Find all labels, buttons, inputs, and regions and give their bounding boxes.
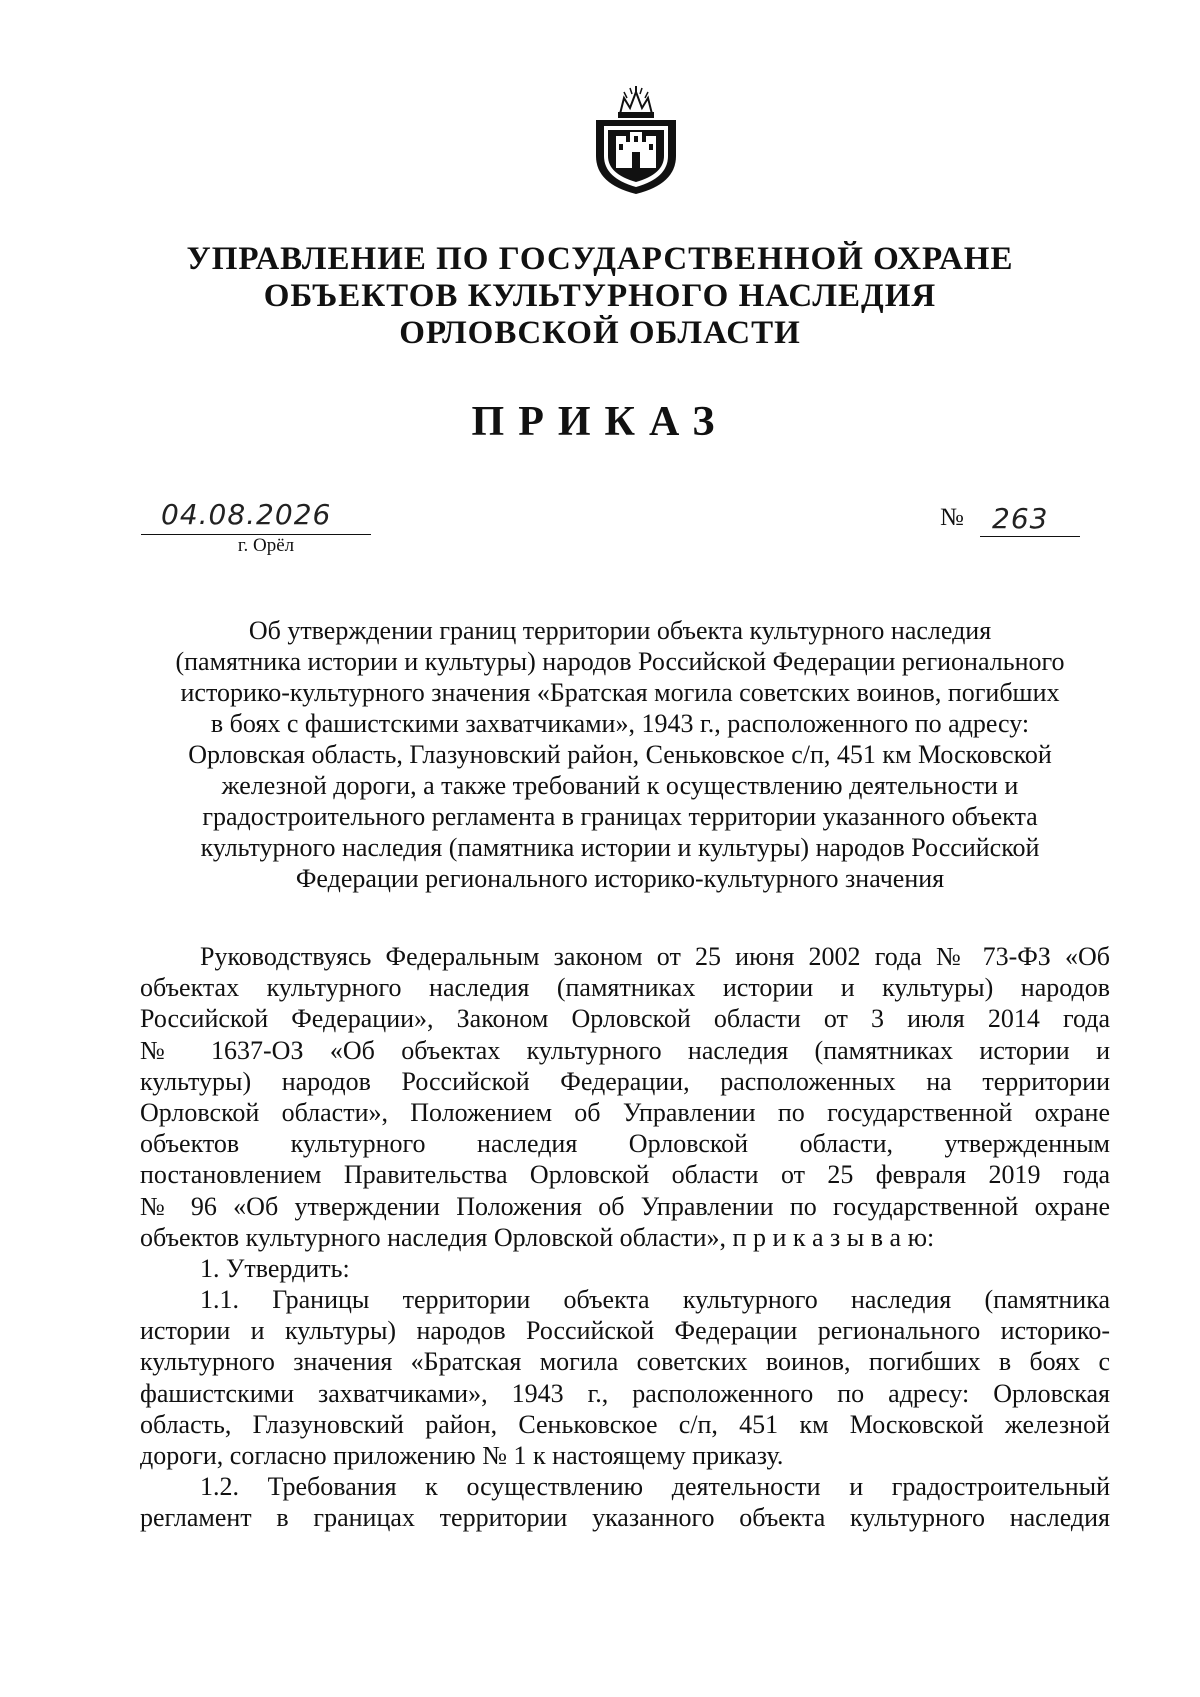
date-line [141,500,371,535]
org-line: УПРАВЛЕНИЕ ПО ГОСУДАРСТВЕННОЙ ОХРАНЕ [186,241,1014,277]
body-line: объектов культурного наследия Орловской области», п р и к а з ы в а ю: [140,1222,935,1252]
body-line: 1.1. Границы территории объекта культурного наследия (памятника [200,1285,1110,1315]
body-line: 1. Утвердить: [200,1253,350,1283]
title-line: культурного наследия (памятника истории и культуры) народов Российской [200,833,1040,862]
body-line: область, Глазуновский район, Сеньковское с/п, 451 км Московской железной [140,1409,1110,1439]
number-block [940,504,1080,540]
body-line: регламент в границах территории указанного объекта культурного наследия [140,1503,1110,1533]
title-line: в боях с фашистскими захватчиками», 1943 г., расположенного по адресу: [210,709,1030,738]
document-type: ПРИКАЗ [471,399,729,445]
title-line: (памятника истории и культуры) народов Российской Федерации регионального [175,647,1065,676]
org-line: ОРЛОВСКОЙ ОБЛАСТИ [399,315,801,351]
body-line: фашистскими захватчиками», 1943 г., расположенного по адресу: Орловская [140,1378,1110,1408]
date-block [141,500,371,557]
body-line: № 96 «Об утверждении Положения об Управлении по государственной охране [140,1191,1110,1221]
handwritten-date: 04.08.2026 [161,498,332,531]
title-line: железной дороги, а также требований к осуществлению деятельности и [221,771,1019,800]
number-line [980,536,1080,537]
org-line: ОБЪЕКТОВ КУЛЬТУРНОГО НАСЛЕДИЯ [263,278,937,314]
body-line: культуры) народов Российской Федерации, расположенных на территории [140,1066,1110,1096]
handwritten-number: 263 [992,502,1049,535]
city: г. Орёл [237,535,295,556]
organization-name [100,241,1100,352]
title-line: Орловская область, Глазуновский район, Сеньковское с/п, 451 км Московской [188,740,1052,769]
title-line: градостроительного регламента в границах территории указанного объекта [202,802,1038,831]
body-line: Орловской области», Положением об Управлении по государственной охране [140,1097,1110,1127]
body-line: истории и культуры) народов Российской Федерации регионального историко- [140,1316,1110,1346]
title-line: историко-культурного значения «Братская могила советских воинов, погибших [180,678,1060,707]
body-line: Российской Федерации», Законом Орловской области от 3 июля 2014 года [140,1004,1110,1034]
number-sign: № [940,504,964,531]
body-line: постановлением Правительства Орловской области от 25 февраля 2019 года [140,1160,1110,1190]
body-line: 1.2. Требования к осуществлению деятельности и градостроительный [200,1472,1110,1502]
title-line: Об утверждении границ территории объекта культурного наследия [248,616,992,645]
body-line: объектах культурного наследия (памятниках истории и культуры) народов [140,973,1110,1003]
body-line: дороги, согласно приложению № 1 к настоящему приказу. [140,1441,784,1470]
body-line: объектов культурного наследия Орловской области, утвержденным [140,1129,1110,1159]
body-line: культурного значения «Братская могила советских воинов, погибших в боях с [140,1347,1110,1377]
body-line: Руководствуясь Федеральным законом от 25 июня 2002 года № 73-ФЗ «Об [200,942,1110,971]
body-line: № 1637-ОЗ «Об объектах культурного наследия (памятниках истории и [140,1035,1110,1065]
order-body [140,941,1110,1534]
coat-of-arms-emblem [590,84,682,196]
order-title [140,615,1100,894]
title-line: Федерации регионального историко-культурного значения [295,864,945,893]
